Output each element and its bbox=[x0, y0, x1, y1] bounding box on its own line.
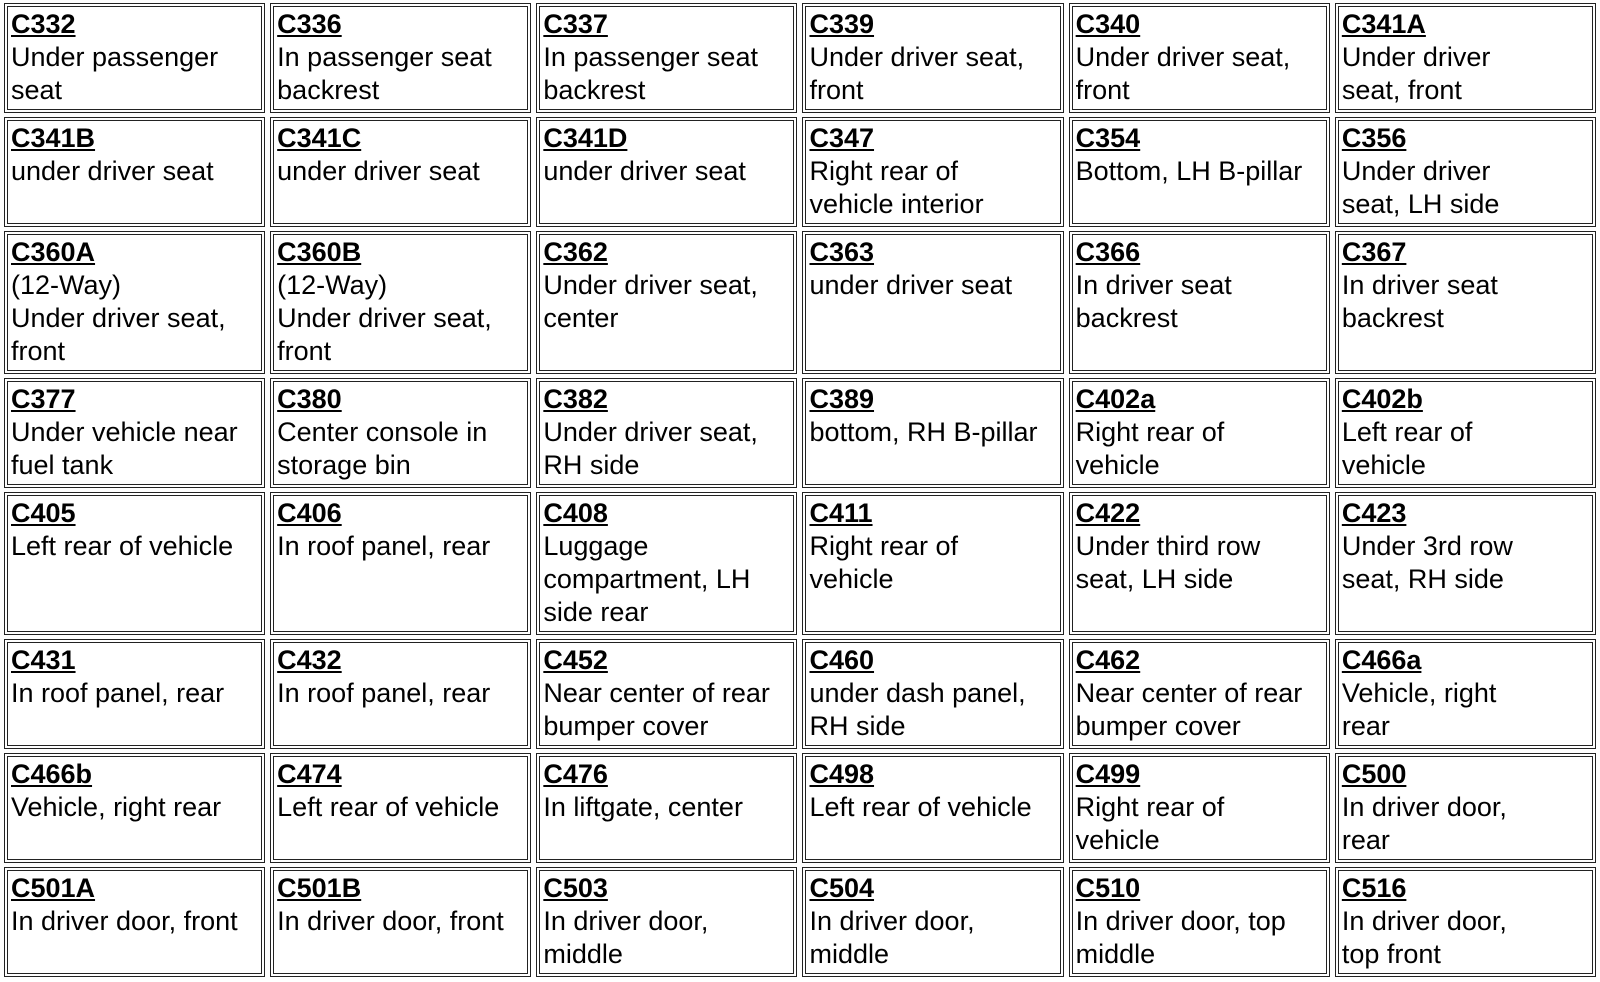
table-cell bbox=[270, 378, 531, 488]
table-cell bbox=[536, 639, 797, 749]
connector-location: In driver seat backrest bbox=[1341, 270, 1498, 333]
table-cell bbox=[536, 753, 797, 863]
table-cell bbox=[1335, 639, 1596, 749]
connector-location: Left rear of vehicle bbox=[1341, 417, 1473, 480]
connector-code-link[interactable]: C452 bbox=[543, 645, 608, 675]
connector-location: In driver door, top front bbox=[1341, 906, 1507, 969]
connector-code-link[interactable]: C341C bbox=[277, 123, 362, 153]
connector-location: In roof panel, rear bbox=[11, 678, 225, 708]
table-cell bbox=[270, 867, 531, 977]
connector-code-link[interactable]: C466a bbox=[1341, 645, 1422, 675]
table-cell bbox=[4, 231, 265, 374]
table-cell bbox=[4, 492, 265, 635]
connector-code-link[interactable]: C411 bbox=[809, 498, 873, 528]
table-cell bbox=[270, 753, 531, 863]
connector-code-link[interactable]: C499 bbox=[1075, 759, 1141, 789]
table-cell bbox=[802, 639, 1063, 749]
connector-code-link[interactable]: C380 bbox=[277, 384, 342, 414]
connector-location: Near center of rear bumper cover bbox=[1075, 678, 1303, 741]
connector-code-link[interactable]: C466b bbox=[11, 759, 93, 789]
connector-location: Under 3rd row seat, RH side bbox=[1341, 531, 1513, 594]
connector-code-link[interactable]: C504 bbox=[809, 873, 875, 903]
connector-location: Vehicle, right rear bbox=[1341, 678, 1497, 741]
connector-code-link[interactable]: C332 bbox=[11, 9, 76, 39]
table-cell bbox=[1069, 378, 1330, 488]
connector-code-link[interactable]: C337 bbox=[543, 9, 608, 39]
table-cell bbox=[1335, 753, 1596, 863]
connector-location: Under driver seat, LH side bbox=[1341, 156, 1500, 219]
table-cell bbox=[4, 867, 265, 977]
connector-location: In passenger seat backrest bbox=[543, 42, 758, 105]
table-cell bbox=[536, 867, 797, 977]
table-cell bbox=[802, 753, 1063, 863]
connector-code-link[interactable]: C341B bbox=[11, 123, 96, 153]
connector-code-link[interactable]: C402b bbox=[1341, 384, 1423, 414]
connector-location: In driver door, rear bbox=[1341, 792, 1507, 855]
table-cell bbox=[270, 117, 531, 227]
connector-code-link[interactable]: C341D bbox=[543, 123, 628, 153]
table-cell bbox=[1069, 753, 1330, 863]
connector-code-link[interactable]: C462 bbox=[1075, 645, 1141, 675]
connector-location: In roof panel, rear bbox=[277, 531, 491, 561]
connector-location: bottom, RH B-pillar bbox=[809, 417, 1038, 447]
connector-location: Right rear of vehicle bbox=[1075, 417, 1225, 480]
table-cell bbox=[536, 117, 797, 227]
table-cell bbox=[270, 231, 531, 374]
connector-location: under dash panel, RH side bbox=[809, 678, 1026, 741]
table-cell bbox=[4, 639, 265, 749]
connector-location: Near center of rear bumper cover bbox=[543, 678, 770, 741]
connector-code-link[interactable]: C476 bbox=[543, 759, 608, 789]
connector-code-link[interactable]: C431 bbox=[11, 645, 76, 675]
connector-location: In driver door, middle bbox=[809, 906, 975, 969]
table-cell bbox=[536, 231, 797, 374]
table-cell bbox=[4, 753, 265, 863]
connector-location: Bottom, LH B-pillar bbox=[1075, 156, 1303, 186]
connector-code-link[interactable]: C347 bbox=[809, 123, 875, 153]
connector-code-link[interactable]: C360A bbox=[11, 237, 96, 267]
connector-code-link[interactable]: C474 bbox=[277, 759, 342, 789]
connector-code-link[interactable]: C422 bbox=[1075, 498, 1141, 528]
connector-location: Center console in storage bin bbox=[277, 417, 488, 480]
connector-code-link[interactable]: C510 bbox=[1075, 873, 1141, 903]
connector-code-link[interactable]: C367 bbox=[1341, 237, 1407, 267]
table-cell bbox=[1069, 867, 1330, 977]
table-cell bbox=[802, 492, 1063, 635]
connector-code-link[interactable]: C432 bbox=[277, 645, 342, 675]
table-cell bbox=[1335, 378, 1596, 488]
table-cell bbox=[270, 3, 531, 113]
connector-location: Right rear of vehicle bbox=[809, 531, 959, 594]
connector-location: In driver seat backrest bbox=[1075, 270, 1232, 333]
connector-location: (12-Way) Under driver seat, front bbox=[11, 270, 226, 366]
connector-code-link[interactable]: C356 bbox=[1341, 123, 1407, 153]
connector-location: In driver door, front bbox=[11, 906, 238, 936]
connector-code-link[interactable]: C460 bbox=[809, 645, 875, 675]
connector-location: Right rear of vehicle bbox=[1075, 792, 1225, 855]
table-cell bbox=[1335, 867, 1596, 977]
connector-location: under driver seat bbox=[809, 270, 1013, 300]
table-cell bbox=[802, 867, 1063, 977]
connector-code-link[interactable]: C382 bbox=[543, 384, 608, 414]
connector-location: In driver door, front bbox=[277, 906, 504, 936]
table-cell bbox=[802, 117, 1063, 227]
connector-code-link[interactable]: C402a bbox=[1075, 384, 1156, 414]
table-cell bbox=[1069, 639, 1330, 749]
connector-location: Right rear of vehicle interior bbox=[809, 156, 984, 219]
connector-code-link[interactable]: C389 bbox=[809, 384, 875, 414]
connector-location: In liftgate, center bbox=[543, 792, 743, 822]
connector-location: Under passenger seat bbox=[11, 42, 219, 105]
connector-code-link[interactable]: C360B bbox=[277, 237, 362, 267]
connector-location: Under driver seat, front bbox=[1075, 42, 1291, 105]
connector-code-link[interactable]: C339 bbox=[809, 9, 875, 39]
connector-location: In passenger seat backrest bbox=[277, 42, 492, 105]
connector-code-link[interactable]: C503 bbox=[543, 873, 608, 903]
connector-code-link[interactable]: C423 bbox=[1341, 498, 1407, 528]
connector-location: under driver seat bbox=[277, 156, 480, 186]
table-cell bbox=[1335, 3, 1596, 113]
connector-location: under driver seat bbox=[11, 156, 214, 186]
table-cell bbox=[536, 3, 797, 113]
connector-code-link[interactable]: C516 bbox=[1341, 873, 1407, 903]
table-cell bbox=[270, 639, 531, 749]
connector-code-link[interactable]: C501B bbox=[277, 873, 362, 903]
table-cell bbox=[270, 492, 531, 635]
connector-code-link[interactable]: C408 bbox=[543, 498, 608, 528]
table-cell bbox=[1069, 231, 1330, 374]
connector-location: Under driver seat, front bbox=[809, 42, 1025, 105]
table-cell bbox=[4, 378, 265, 488]
connector-code-link[interactable]: C363 bbox=[809, 237, 875, 267]
table-cell bbox=[802, 3, 1063, 113]
connector-location: Under vehicle near fuel tank bbox=[11, 417, 238, 480]
connector-code-link[interactable]: C354 bbox=[1075, 123, 1141, 153]
connector-code-link[interactable]: C336 bbox=[277, 9, 342, 39]
table-cell bbox=[1335, 117, 1596, 227]
table-cell bbox=[1069, 3, 1330, 113]
connector-code-link[interactable]: C500 bbox=[1341, 759, 1407, 789]
table-cell bbox=[802, 378, 1063, 488]
connector-location-table bbox=[4, 3, 1596, 977]
table-cell bbox=[802, 231, 1063, 374]
table-cell bbox=[4, 3, 265, 113]
connector-location: (12-Way) Under driver seat, front bbox=[277, 270, 492, 366]
table-cell bbox=[536, 492, 797, 635]
table-cell bbox=[1069, 117, 1330, 227]
connector-location: Left rear of vehicle bbox=[809, 792, 1032, 822]
table-cell bbox=[1069, 492, 1330, 635]
connector-code-link[interactable]: C362 bbox=[543, 237, 608, 267]
connector-code-link[interactable]: C501A bbox=[11, 873, 96, 903]
connector-location: In driver door, top middle bbox=[1075, 906, 1286, 969]
connector-code-link[interactable]: C406 bbox=[277, 498, 342, 528]
table-cell bbox=[536, 378, 797, 488]
connector-code-link[interactable]: C340 bbox=[1075, 9, 1141, 39]
connector-location: Under driver seat, center bbox=[543, 270, 758, 333]
connector-location: Luggage compartment, LH side rear bbox=[543, 531, 751, 627]
connector-code-link[interactable]: C366 bbox=[1075, 237, 1141, 267]
connector-location: Left rear of vehicle bbox=[277, 792, 500, 822]
connector-location: In roof panel, rear bbox=[277, 678, 491, 708]
connector-code-link[interactable]: C377 bbox=[11, 384, 76, 414]
connector-location: In driver door, middle bbox=[543, 906, 709, 969]
connector-code-link[interactable]: C405 bbox=[11, 498, 76, 528]
connector-location: Under driver seat, front bbox=[1341, 42, 1491, 105]
connector-code-link[interactable]: C341A bbox=[1341, 9, 1426, 39]
table-cell bbox=[1335, 231, 1596, 374]
connector-location: under driver seat bbox=[543, 156, 746, 186]
connector-location: Under driver seat, RH side bbox=[543, 417, 758, 480]
table-cell bbox=[1335, 492, 1596, 635]
connector-location: Left rear of vehicle bbox=[11, 531, 234, 561]
table-cell bbox=[4, 117, 265, 227]
connector-location: Vehicle, right rear bbox=[11, 792, 222, 822]
connector-location: Under third row seat, LH side bbox=[1075, 531, 1261, 594]
connector-code-link[interactable]: C498 bbox=[809, 759, 875, 789]
